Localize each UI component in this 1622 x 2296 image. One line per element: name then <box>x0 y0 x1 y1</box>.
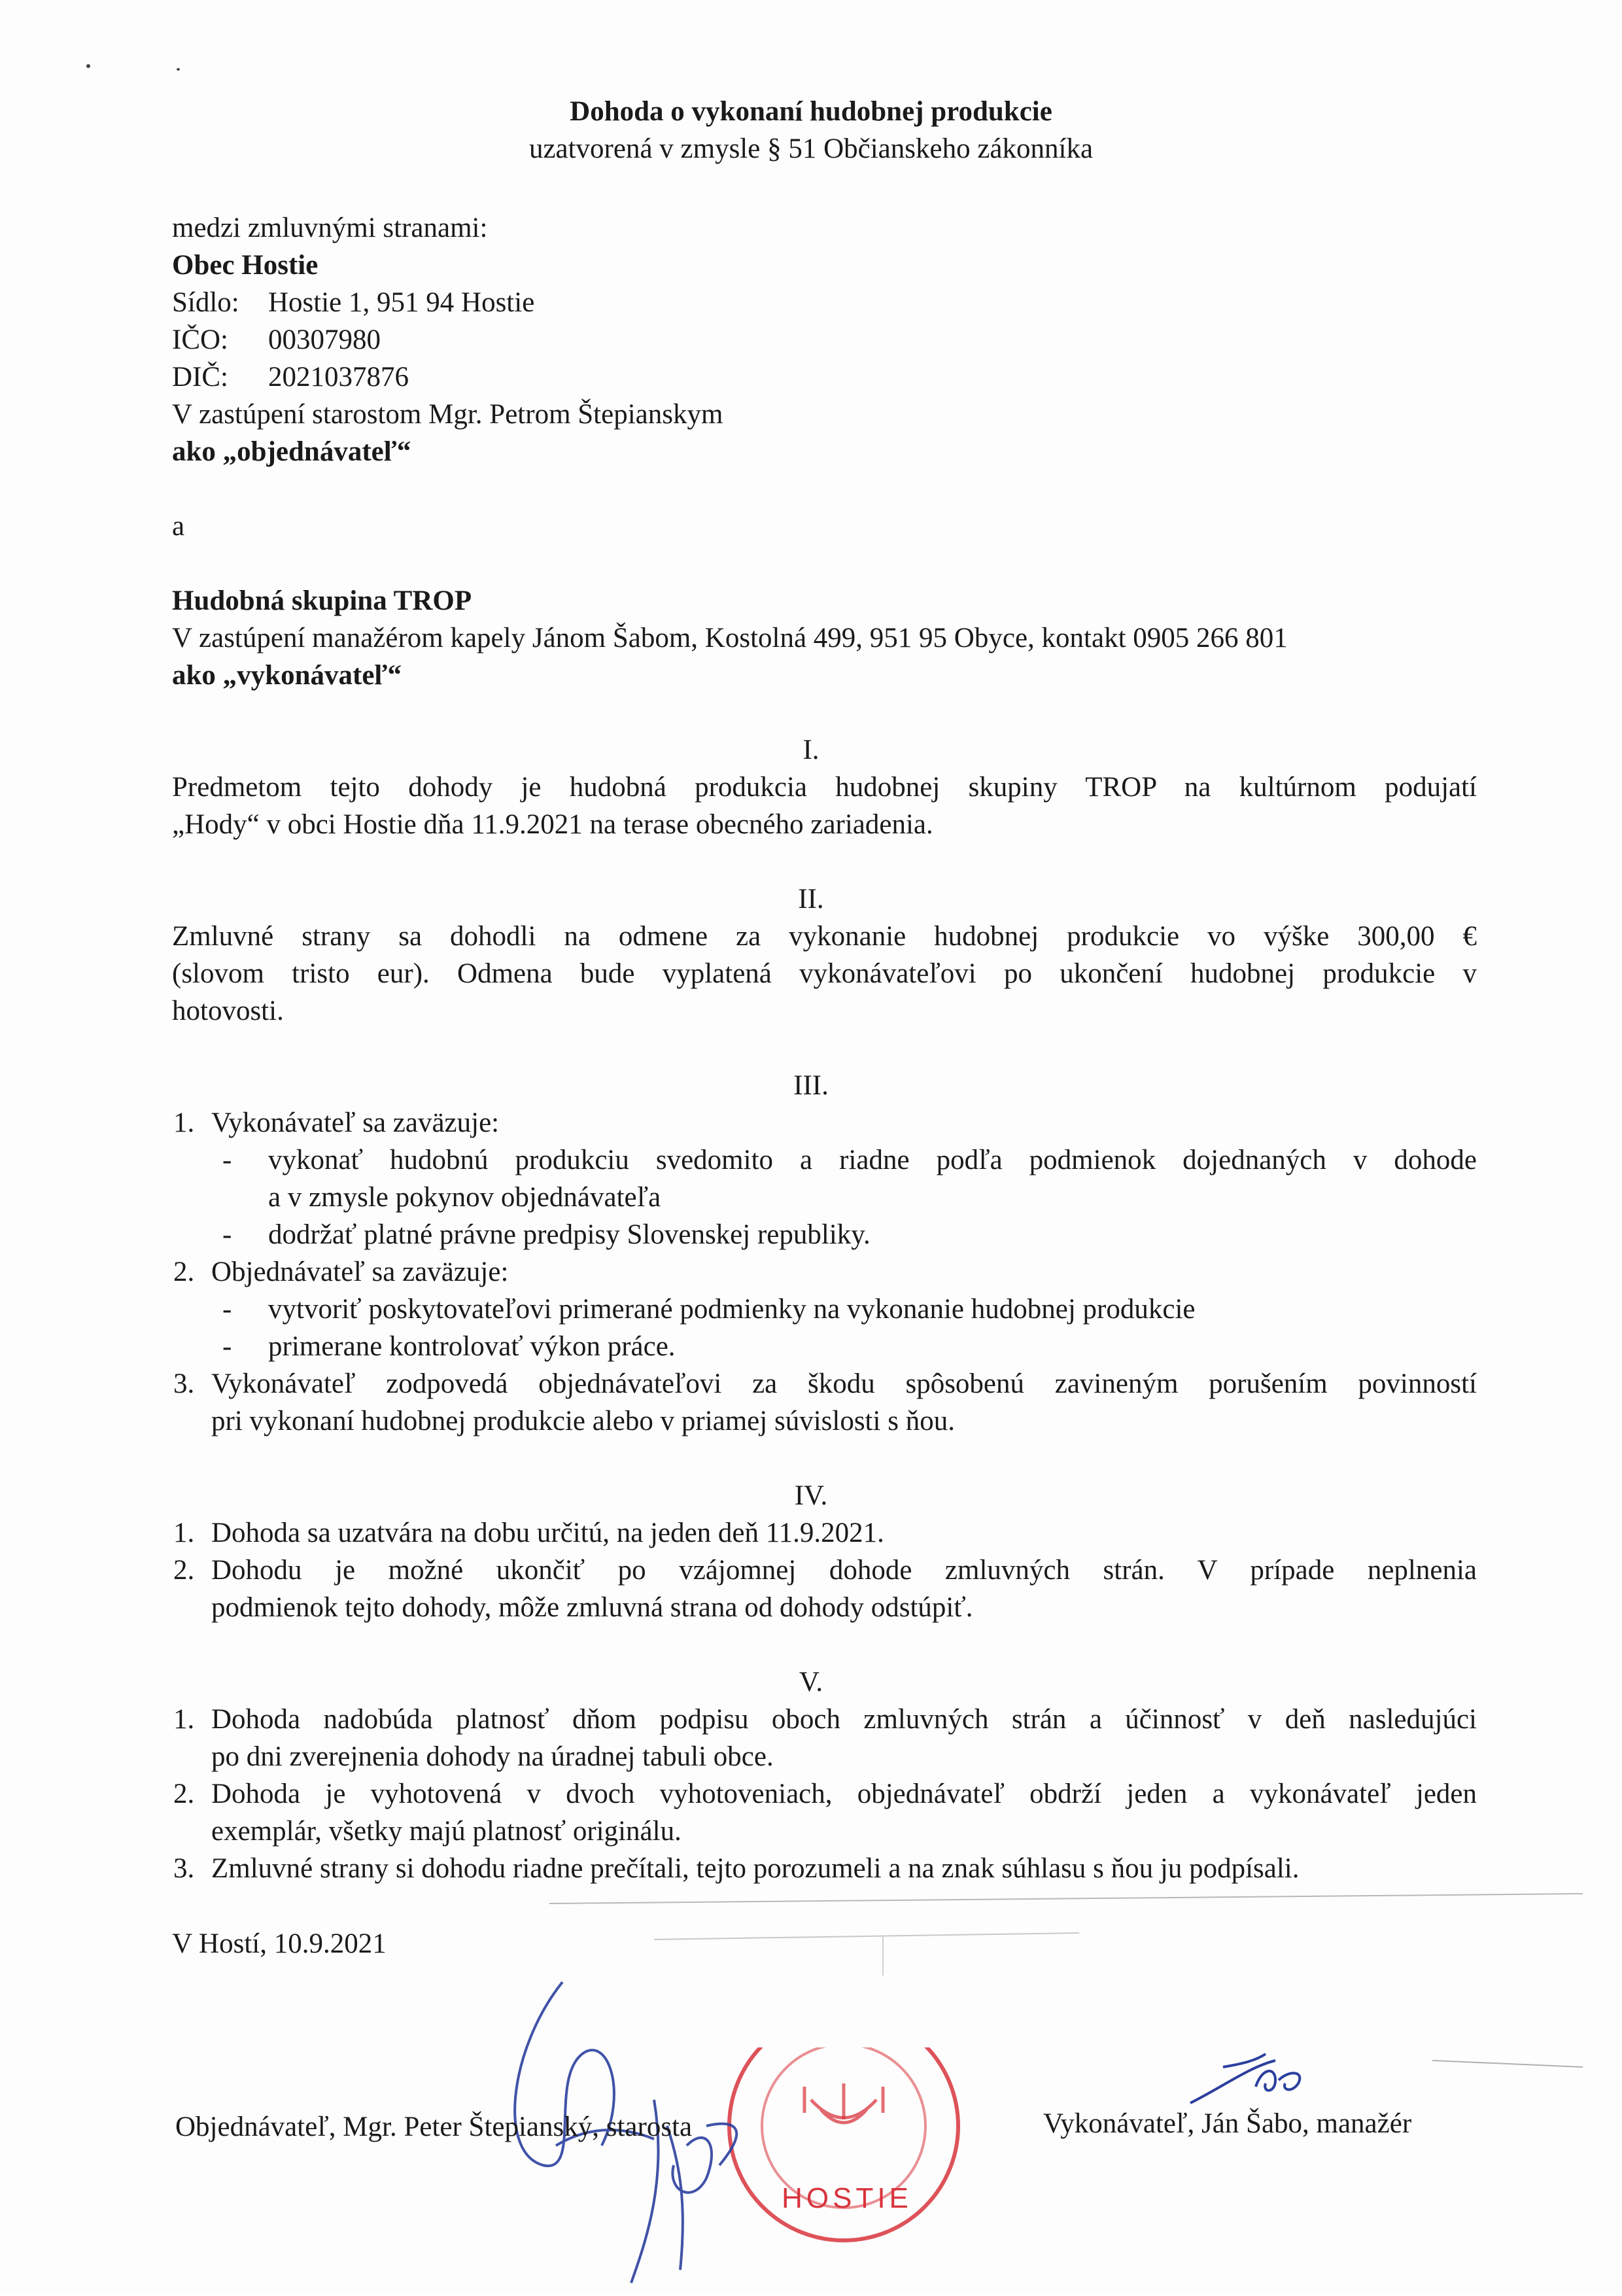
section-3-item: pri vykonaní hudobnej produkcie alebo v priamej súvislosti s ňou. <box>211 1406 955 1436</box>
parties-intro: medzi zmluvnými stranami: <box>172 213 488 243</box>
ordering-representative: V zastúpení starostom Mgr. Petrom Štepianskym <box>172 399 723 430</box>
item-number: 2. <box>173 1257 195 1287</box>
item-number: 3. <box>173 1853 195 1884</box>
section-3-item: Objednávateľ sa zaväzuje: <box>211 1257 509 1287</box>
ordering-ico-label: IČO: <box>172 324 228 355</box>
item-number: 2. <box>173 1779 195 1809</box>
ordering-seat-value: Hostie 1, 951 94 Hostie <box>268 287 535 318</box>
section-3-item: Vykonávateľ sa zaväzuje: <box>211 1107 500 1138</box>
ordering-role: ako „objednávateľ“ <box>172 436 411 467</box>
section-5-item: exemplár, všetky majú platnosť originálu. <box>211 1816 682 1847</box>
bullet-dash: - <box>222 1145 232 1175</box>
section-3-bullet: dodržať platné právne predpisy Slovenskej republiky. <box>268 1219 871 1250</box>
scan-speck <box>86 64 90 68</box>
section-5-item: Dohoda nadobúda platnosť dňom podpisu oboch zmluvných strán a účinnosť v deň nasledujúci <box>211 1704 1477 1735</box>
section-3-bullet: vykonať hudobnú produkciu svedomito a riadne podľa podmienok dojednaných v dohode <box>268 1145 1477 1175</box>
ordering-party-name: Obec Hostie <box>172 250 319 281</box>
ordering-ico-value: 00307980 <box>268 324 381 355</box>
section-4-item: Dohoda sa uzatvára na dobu určitú, na jeden deň 11.9.2021. <box>211 1518 884 1548</box>
document-title: Dohoda o vykonaní hudobnej produkcie <box>570 96 1052 127</box>
section-2-line: hotovosti. <box>172 996 284 1026</box>
ordering-dic-label: DIČ: <box>172 362 228 392</box>
bullet-dash: - <box>222 1294 232 1325</box>
performer-name: Hudobná skupina TROP <box>172 585 472 616</box>
item-number: 3. <box>173 1368 195 1399</box>
item-number: 1. <box>173 1518 195 1548</box>
section-1-line: Predmetom tejto dohody je hudobná produkcia hudobnej skupiny TROP na kultúrnom podujatí <box>172 772 1477 803</box>
parties-conjunction: a <box>172 511 185 542</box>
section-heading: I. <box>802 735 820 765</box>
section-3-bullet: a v zmysle pokynov objednávateľa <box>268 1182 661 1213</box>
section-2-line: Zmluvné strany sa dohodli na odmene za vykonanie hudobnej produkcie vo výške 300,00 € <box>172 921 1477 952</box>
signature-right <box>1177 2041 1321 2113</box>
section-heading: V. <box>799 1667 823 1697</box>
section-3-bullet: vytvoriť poskytovateľovi primerané podmienky na vykonanie hudobnej produkcie <box>268 1294 1196 1325</box>
item-number: 1. <box>173 1107 195 1138</box>
ordering-seat-label: Sídlo: <box>172 287 239 318</box>
item-number: 2. <box>173 1555 195 1586</box>
section-2-line: (slovom tristo eur). Odmena bude vyplatená vykonávateľovi po ukončení hudobnej produkcie v <box>172 958 1477 989</box>
section-heading: II. <box>798 884 824 914</box>
section-5-item: Dohoda je vyhotovená v dvoch vyhotoveniach, objednávateľ obdrží jeden a vykonávateľ jeden <box>211 1779 1477 1809</box>
section-3-item: Vykonávateľ zodpovedá objednávateľovi za škodu spôsobenú zavineným porušením povinností <box>211 1368 1477 1399</box>
section-heading: III. <box>793 1070 829 1101</box>
section-heading: IV. <box>794 1480 828 1511</box>
stamp-text: HOSTIE <box>782 2182 912 2214</box>
place-date: V Hostí, 10.9.2021 <box>172 1928 387 1959</box>
section-4-item: podmienok tejto dohody, môže zmluvná strana od dohody odstúpiť. <box>211 1592 973 1623</box>
left-signatory: Objednávateľ, Mgr. Peter Štepianský, starosta <box>175 2112 693 2142</box>
right-signatory: Vykonávateľ, Ján Šabo, manažér <box>1043 2108 1412 2139</box>
document-subtitle: uzatvorená v zmysle § 51 Občianskeho zákonníka <box>528 133 1094 164</box>
section-4-item: Dohodu je možné ukončiť po vzájomnej dohode zmluvných strán. V prípade neplnenia <box>211 1555 1477 1586</box>
section-5-item: po dni zverejnenia dohody na úradnej tabuli obce. <box>211 1741 774 1772</box>
section-5-item: Zmluvné strany si dohodu riadne prečítali, tejto porozumeli a na znak súhlasu s ňou ju podpísali. <box>211 1853 1300 1884</box>
section-3-bullet: primerane kontrolovať výkon práce. <box>268 1331 676 1362</box>
bullet-dash: - <box>222 1331 232 1362</box>
section-1-line: „Hody“ v obci Hostie dňa 11.9.2021 na terase obecného zariadenia. <box>172 809 933 840</box>
ordering-dic-value: 2021037876 <box>268 362 409 392</box>
performer-representative: V zastúpení manažérom kapely Jánom Šabom, Kostolná 499, 951 95 Obyce, kontakt 0905 266 801 <box>172 623 1288 653</box>
scan-speck <box>177 68 180 71</box>
item-number: 1. <box>173 1704 195 1735</box>
performer-role: ako „vykonávateľ“ <box>172 660 402 691</box>
bullet-dash: - <box>222 1219 232 1250</box>
